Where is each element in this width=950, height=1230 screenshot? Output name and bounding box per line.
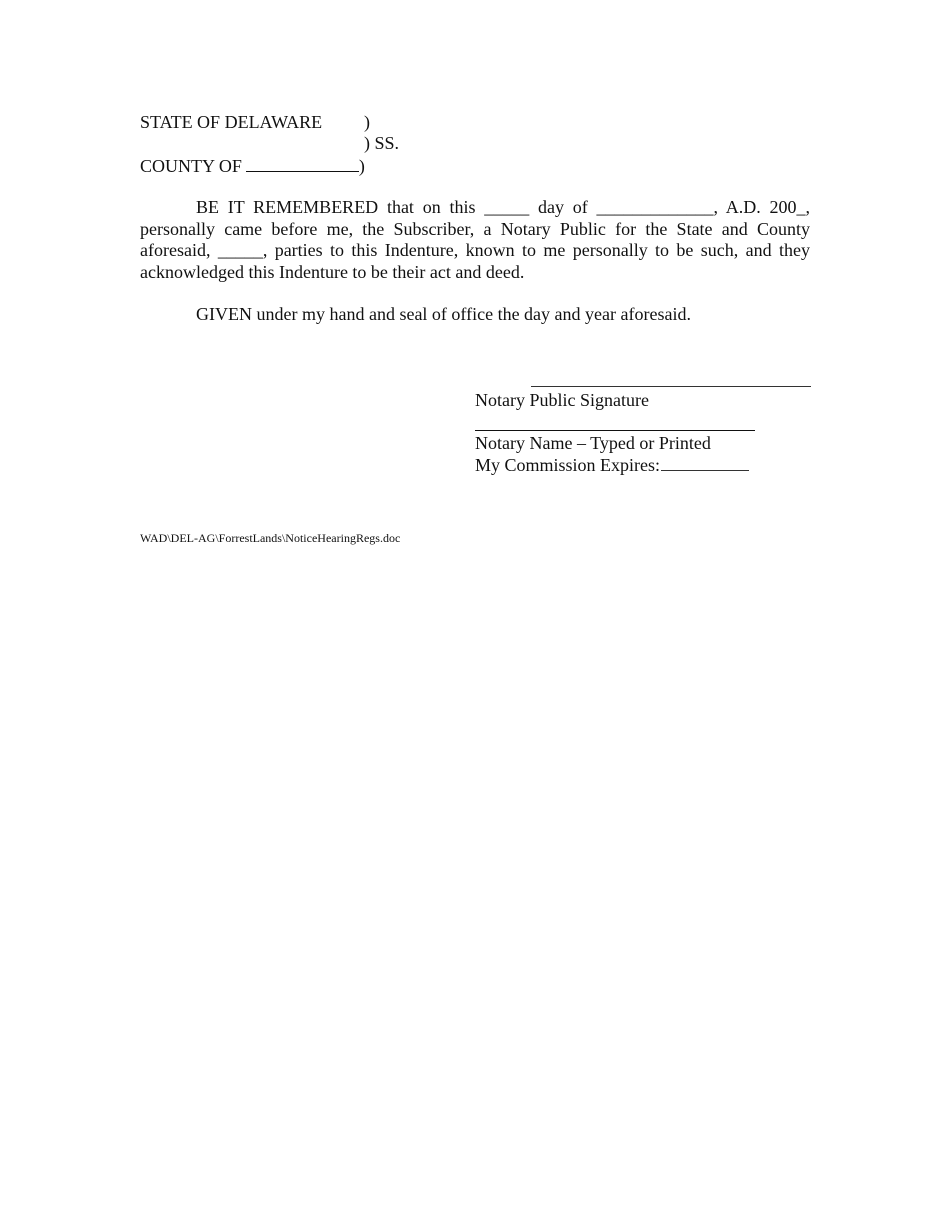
commission-expires-row [475,454,749,476]
county-label: COUNTY OF [140,156,242,176]
caption-paren-ss: ) SS. [364,133,400,153]
remembered-paragraph: BE IT REMEMBERED that on this _____ day of _____________, A.D. 200_, personally came before me, the Subscriber, a Notary Public for the State and County aforesaid, _____, parties to this Indenture, known to me personally to be such, and they acknowledged this Indenture to be their act and deed. [140,197,810,282]
notary-signature-label: Notary Public Signature [475,390,649,410]
caption-paren-3: ) [358,156,365,176]
given-paragraph: GIVEN under my hand and seal of office the day and year aforesaid. [196,304,691,324]
commission-expires-blank [661,454,749,471]
notary-name-line [475,430,755,431]
footer-file-path: WAD\DEL-AG\ForrestLands\NoticeHearingRegs.doc [140,531,401,545]
notary-signature-line [531,386,811,387]
county-row [140,155,365,177]
state-label: STATE OF DELAWARE [140,112,323,132]
county-blank-line [246,155,359,172]
commission-expires-label: My Commission Expires: [475,455,661,475]
notary-name-label: Notary Name – Typed or Printed [475,433,711,453]
caption-paren-1: ) [364,112,370,132]
